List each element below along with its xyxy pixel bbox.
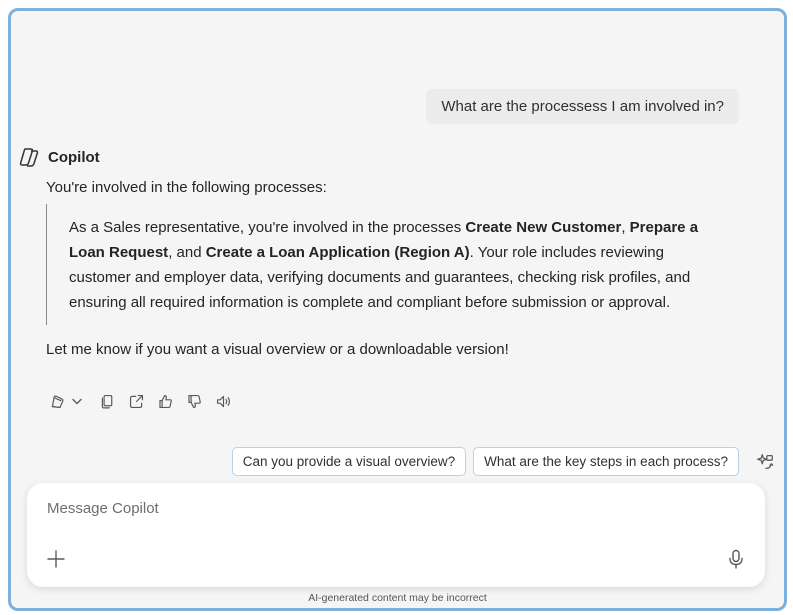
response-outro: Let me know if you want a visual overview or a downloadable version! [46, 341, 509, 358]
quote-text-4: . Your role includes reviewing customer and employer data, verifying documents and guarantees, checking risk profiles, and ensuring all required information is complete and compliant before submission or approval. [69, 244, 691, 311]
quote-text-2: , [621, 219, 630, 236]
process-prepare-loan-request: Prepare a Loan Request [69, 219, 699, 261]
quote-text-3: , and [168, 244, 206, 261]
quote-text-1: As a Sales representative, you're involved in the processes [69, 219, 466, 236]
edit-pages-icon[interactable] [47, 391, 67, 411]
process-create-new-customer: Create New Customer [465, 219, 622, 236]
response-intro: You're involved in the following processes: [46, 179, 327, 196]
suggestion-chip-key-steps[interactable]: What are the key steps in each process? [473, 447, 739, 476]
assistant-name: Copilot [48, 148, 100, 166]
assistant-header [18, 146, 100, 168]
user-message-bubble [426, 89, 739, 124]
microphone-icon[interactable] [725, 548, 747, 570]
copilot-logo-icon [18, 146, 40, 168]
ai-disclaimer: AI-generated content may be incorrect [308, 592, 487, 604]
suggestion-chip-visual-overview[interactable]: Can you provide a visual overview? [232, 447, 466, 476]
thumbs-down-icon[interactable] [184, 391, 204, 411]
copy-icon[interactable] [97, 391, 117, 411]
chevron-down-icon[interactable] [71, 391, 83, 411]
response-quote-block [46, 204, 709, 325]
message-composer [27, 483, 765, 587]
thumbs-up-icon[interactable] [155, 391, 175, 411]
process-create-loan-application: Create a Loan Application (Region A) [205, 244, 470, 261]
sparkle-refresh-icon[interactable] [754, 451, 776, 473]
message-input[interactable] [45, 499, 729, 518]
add-attachment-icon[interactable] [45, 548, 67, 570]
speaker-icon[interactable] [213, 391, 233, 411]
response-actions [47, 391, 242, 411]
copilot-chat-window [8, 8, 787, 611]
share-icon[interactable] [126, 391, 146, 411]
suggested-prompts [232, 447, 776, 476]
user-message-text: What are the processess I am involved in? [441, 98, 724, 115]
